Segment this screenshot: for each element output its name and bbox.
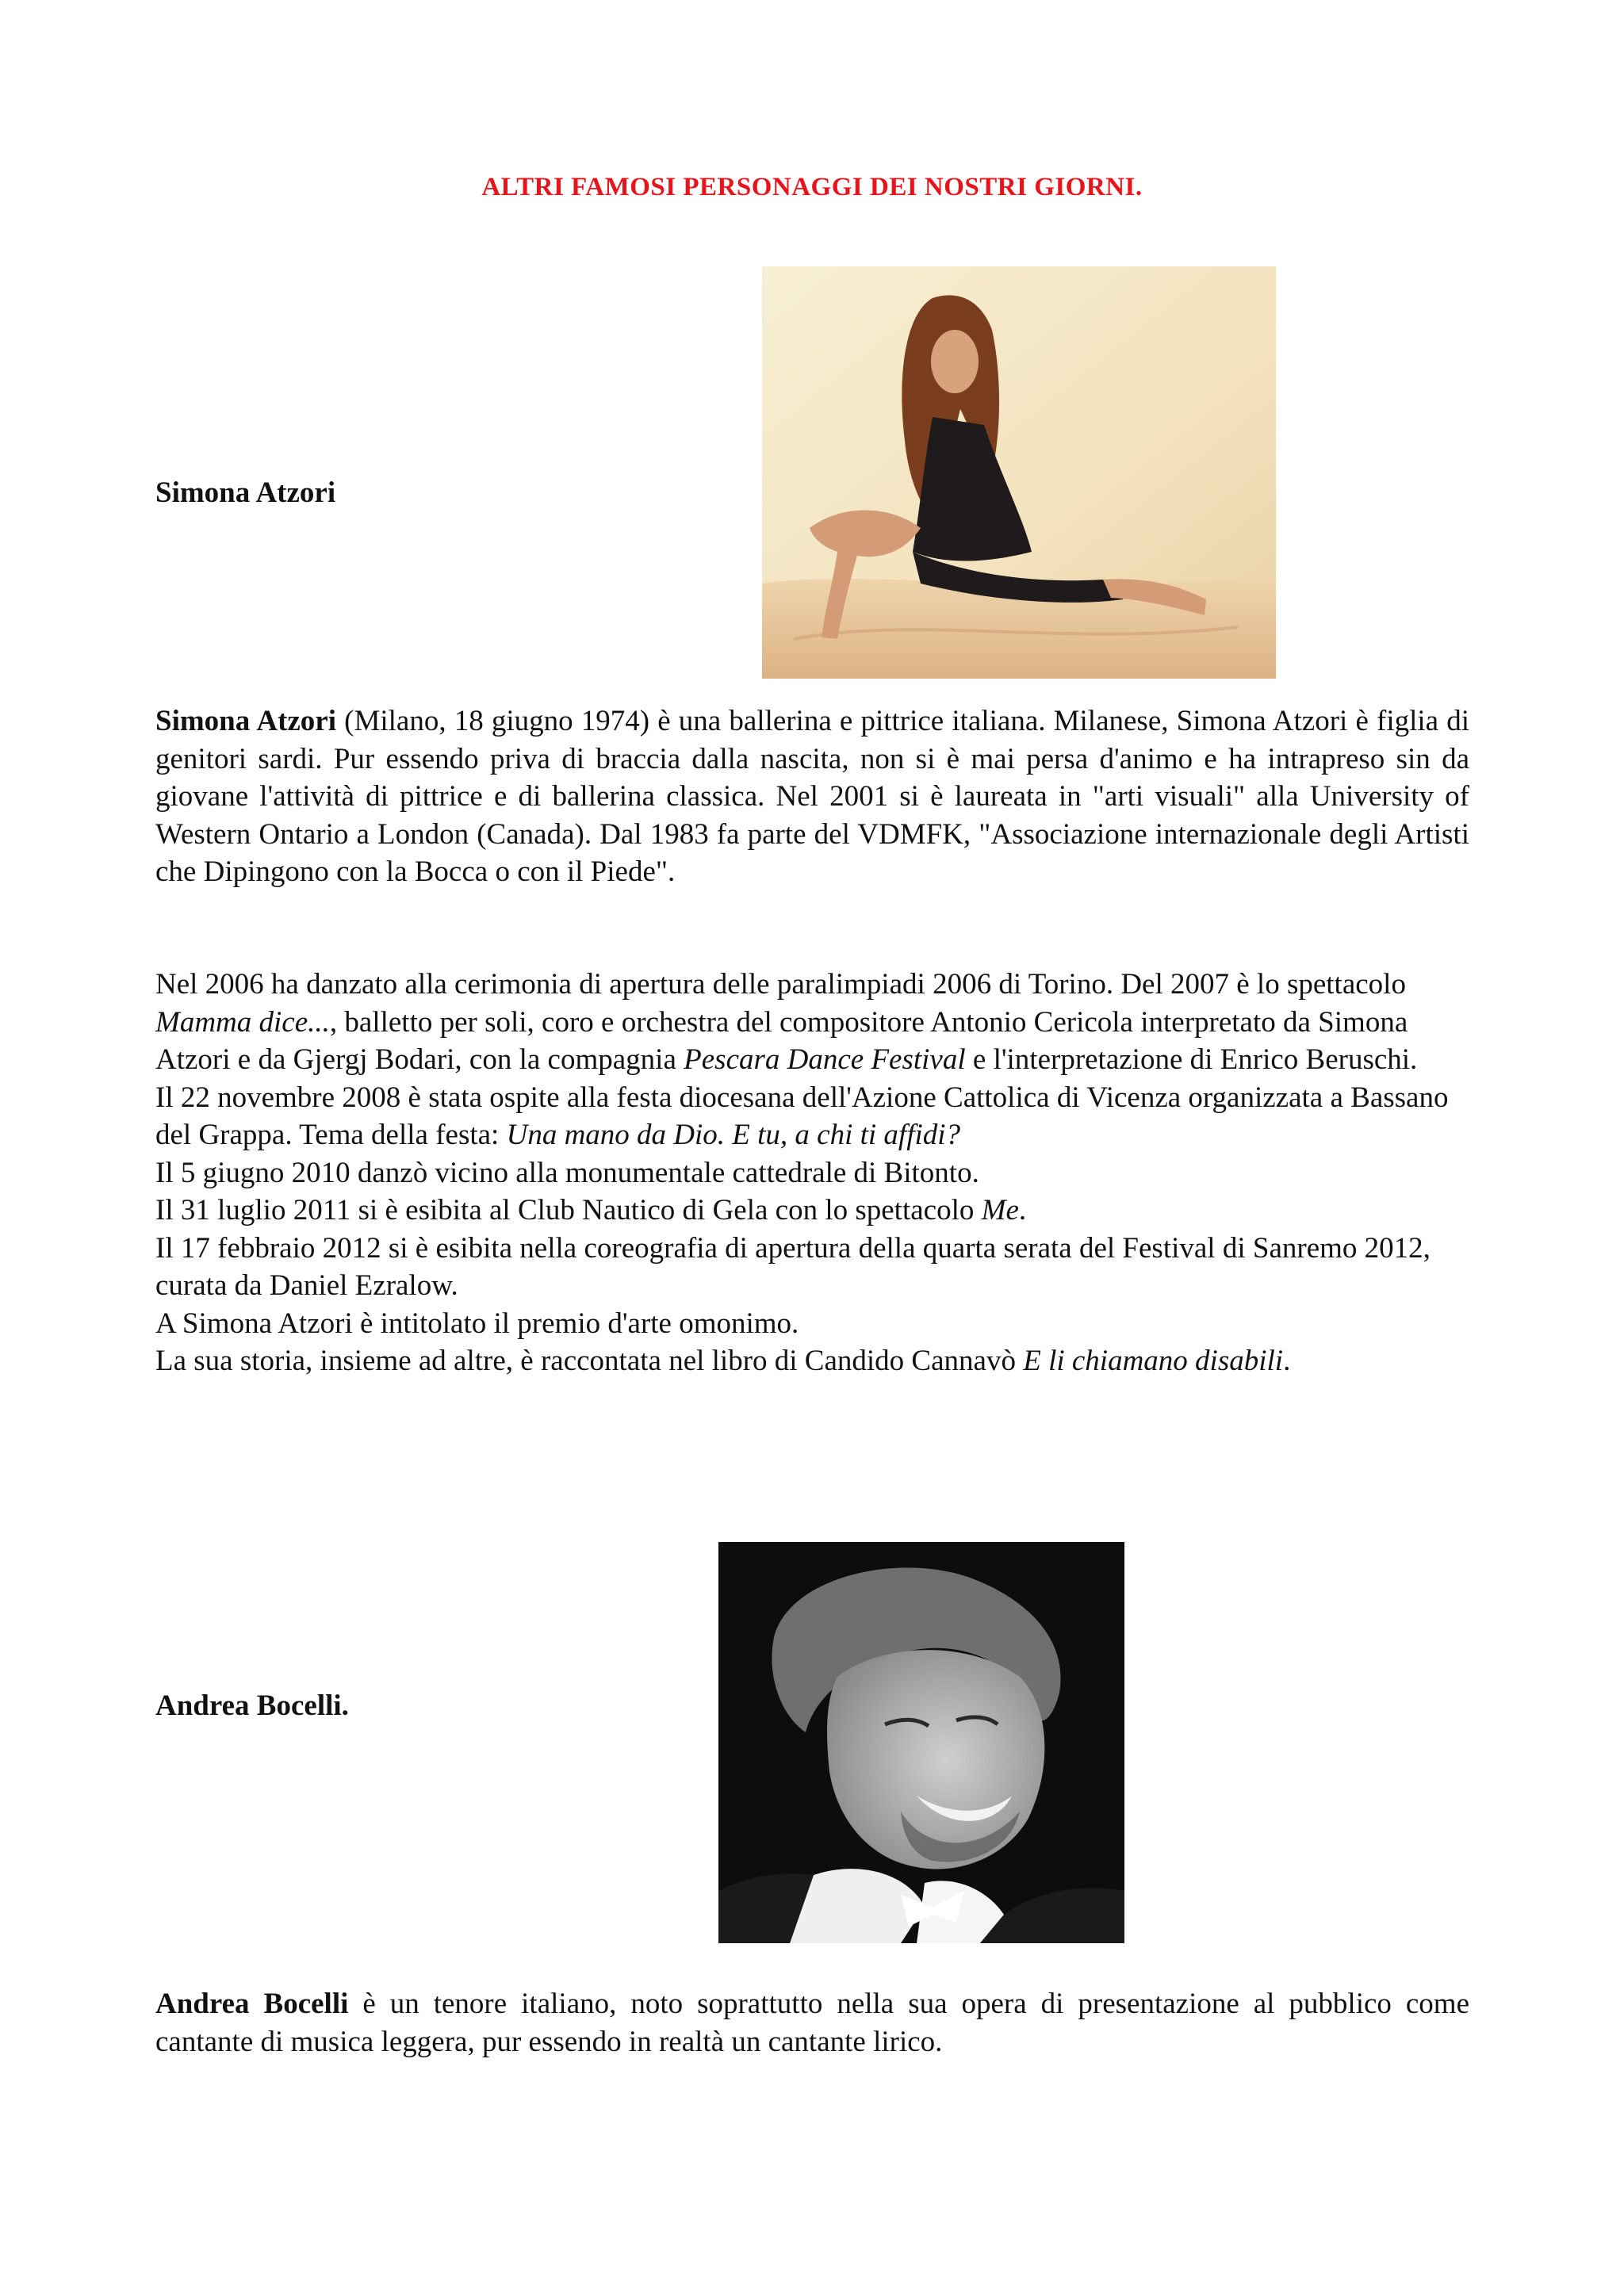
atzori-award: A Simona Atzori è intitolato il premio d'arte omonimo. (155, 1307, 799, 1340)
bocelli-bio-paragraph (155, 1985, 1469, 2061)
atzori-event-2012: Il 17 febbraio 2012 si è esibita nella coreografia di apertura della quarta serata del Festival di Sanremo 2012, curata da Daniel Ezralow. (155, 1231, 1431, 1302)
bocelli-heading: Andrea Bocelli. (155, 1689, 349, 1722)
atzori-event-2006: Nel 2006 ha danzato alla cerimonia di apertura delle paralimpiadi 2006 di Torino. Del 2007 è lo spettacolo Mamma dice..., balletto per soli, coro e orchestra del compositore Antonio Cericola interpretato da Simona Atzori e da Gjergj Bodari, con la compagnia Pescara Dance Festival e l'interpretazione di Enrico Beruschi. (155, 968, 1418, 1076)
bocelli-bio-name: Andrea Bocelli (155, 1988, 349, 2020)
atzori-event-2010: Il 5 giugno 2010 danzò vicino alla monumentale cattedrale di Bitonto. (155, 1156, 979, 1189)
bocelli-bio-text: è un tenore italiano, noto soprattutto nella sua opera di presentazione al pubblico come cantante di musica leggera, pur essendo in realtà un cantante lirico. (155, 1988, 1469, 2058)
atzori-photo (762, 266, 1276, 679)
atzori-bio-name: Simona Atzori (155, 705, 337, 737)
atzori-events (155, 966, 1469, 1380)
atzori-book: La sua storia, insieme ad altre, è raccontata nel libro di Candido Cannavò E li chiamano disabili. (155, 1345, 1291, 1377)
atzori-event-2011: Il 31 luglio 2011 si è esibita al Club Nautico di Gela con lo spettacolo Me. (155, 1194, 1027, 1226)
atzori-event-2008: Il 22 novembre 2008 è stata ospite alla festa diocesana dell'Azione Cattolica di Vicenza organizzata a Bassano del Grappa. Tema della festa: Una mano da Dio. E tu, a chi ti affidi? (155, 1081, 1449, 1151)
document-title: ALTRI FAMOSI PERSONAGGI DEI NOSTRI GIORNI. (481, 173, 1143, 201)
atzori-bio-paragraph (155, 702, 1469, 891)
bocelli-photo (718, 1542, 1124, 1943)
atzori-heading: Simona Atzori (155, 476, 336, 509)
atzori-bio-text: (Milano, 18 giugno 1974) è una ballerina e pittrice italiana. Milanese, Simona Atzori è figlia di genitori sardi. Pur essendo priva di braccia dalla nascita, non si è mai persa d'animo e ha intrapreso sin da giovane l'attività di pittrice e di ballerina classica. Nel 2001 si è laureata in "arti visuali" alla University of Western Ontario a London (Canada). Dal 1983 fa parte del VDMFK, "Associazione internazionale degli Artisti che Dipingono con la Bocca o con il Piede". (155, 705, 1469, 888)
